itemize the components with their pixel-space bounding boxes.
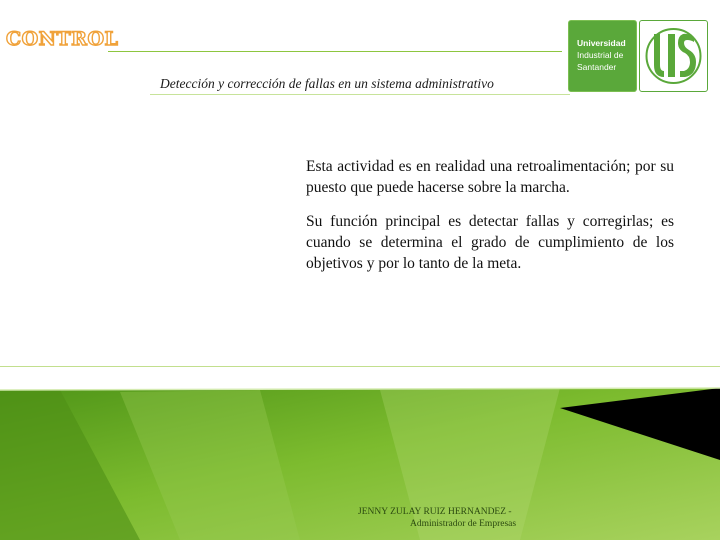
slide-title: CONTROL bbox=[6, 28, 119, 50]
university-name-box bbox=[568, 20, 637, 92]
uis-logo-icon bbox=[644, 25, 703, 87]
footer-author bbox=[358, 506, 516, 530]
university-name-line1: Universidad bbox=[577, 38, 626, 48]
uis-logo bbox=[639, 20, 708, 92]
university-name bbox=[577, 37, 635, 73]
body-text bbox=[306, 156, 674, 287]
paragraph-1: Esta actividad es en realidad una retroalimentación; por su puesto que puede hacerse sobre la marcha. bbox=[306, 158, 674, 196]
subtitle-divider bbox=[150, 94, 570, 95]
university-name-line3: Santander bbox=[577, 62, 617, 72]
footer-line2: Administrador de Empresas bbox=[410, 519, 517, 529]
footer-line1: JENNY ZULAY RUIZ HERNANDEZ - bbox=[358, 507, 512, 517]
university-name-line2: Industrial de bbox=[577, 50, 624, 60]
paragraph-2: Su función principal es detectar fallas y corregirlas; es cuando se determina el grado de cumplimiento de los objetivos y por lo tanto de la meta. bbox=[306, 213, 674, 272]
slide-subtitle: Detección y corrección de fallas en un sistema administrativo bbox=[160, 76, 494, 91]
header-divider bbox=[108, 51, 562, 52]
